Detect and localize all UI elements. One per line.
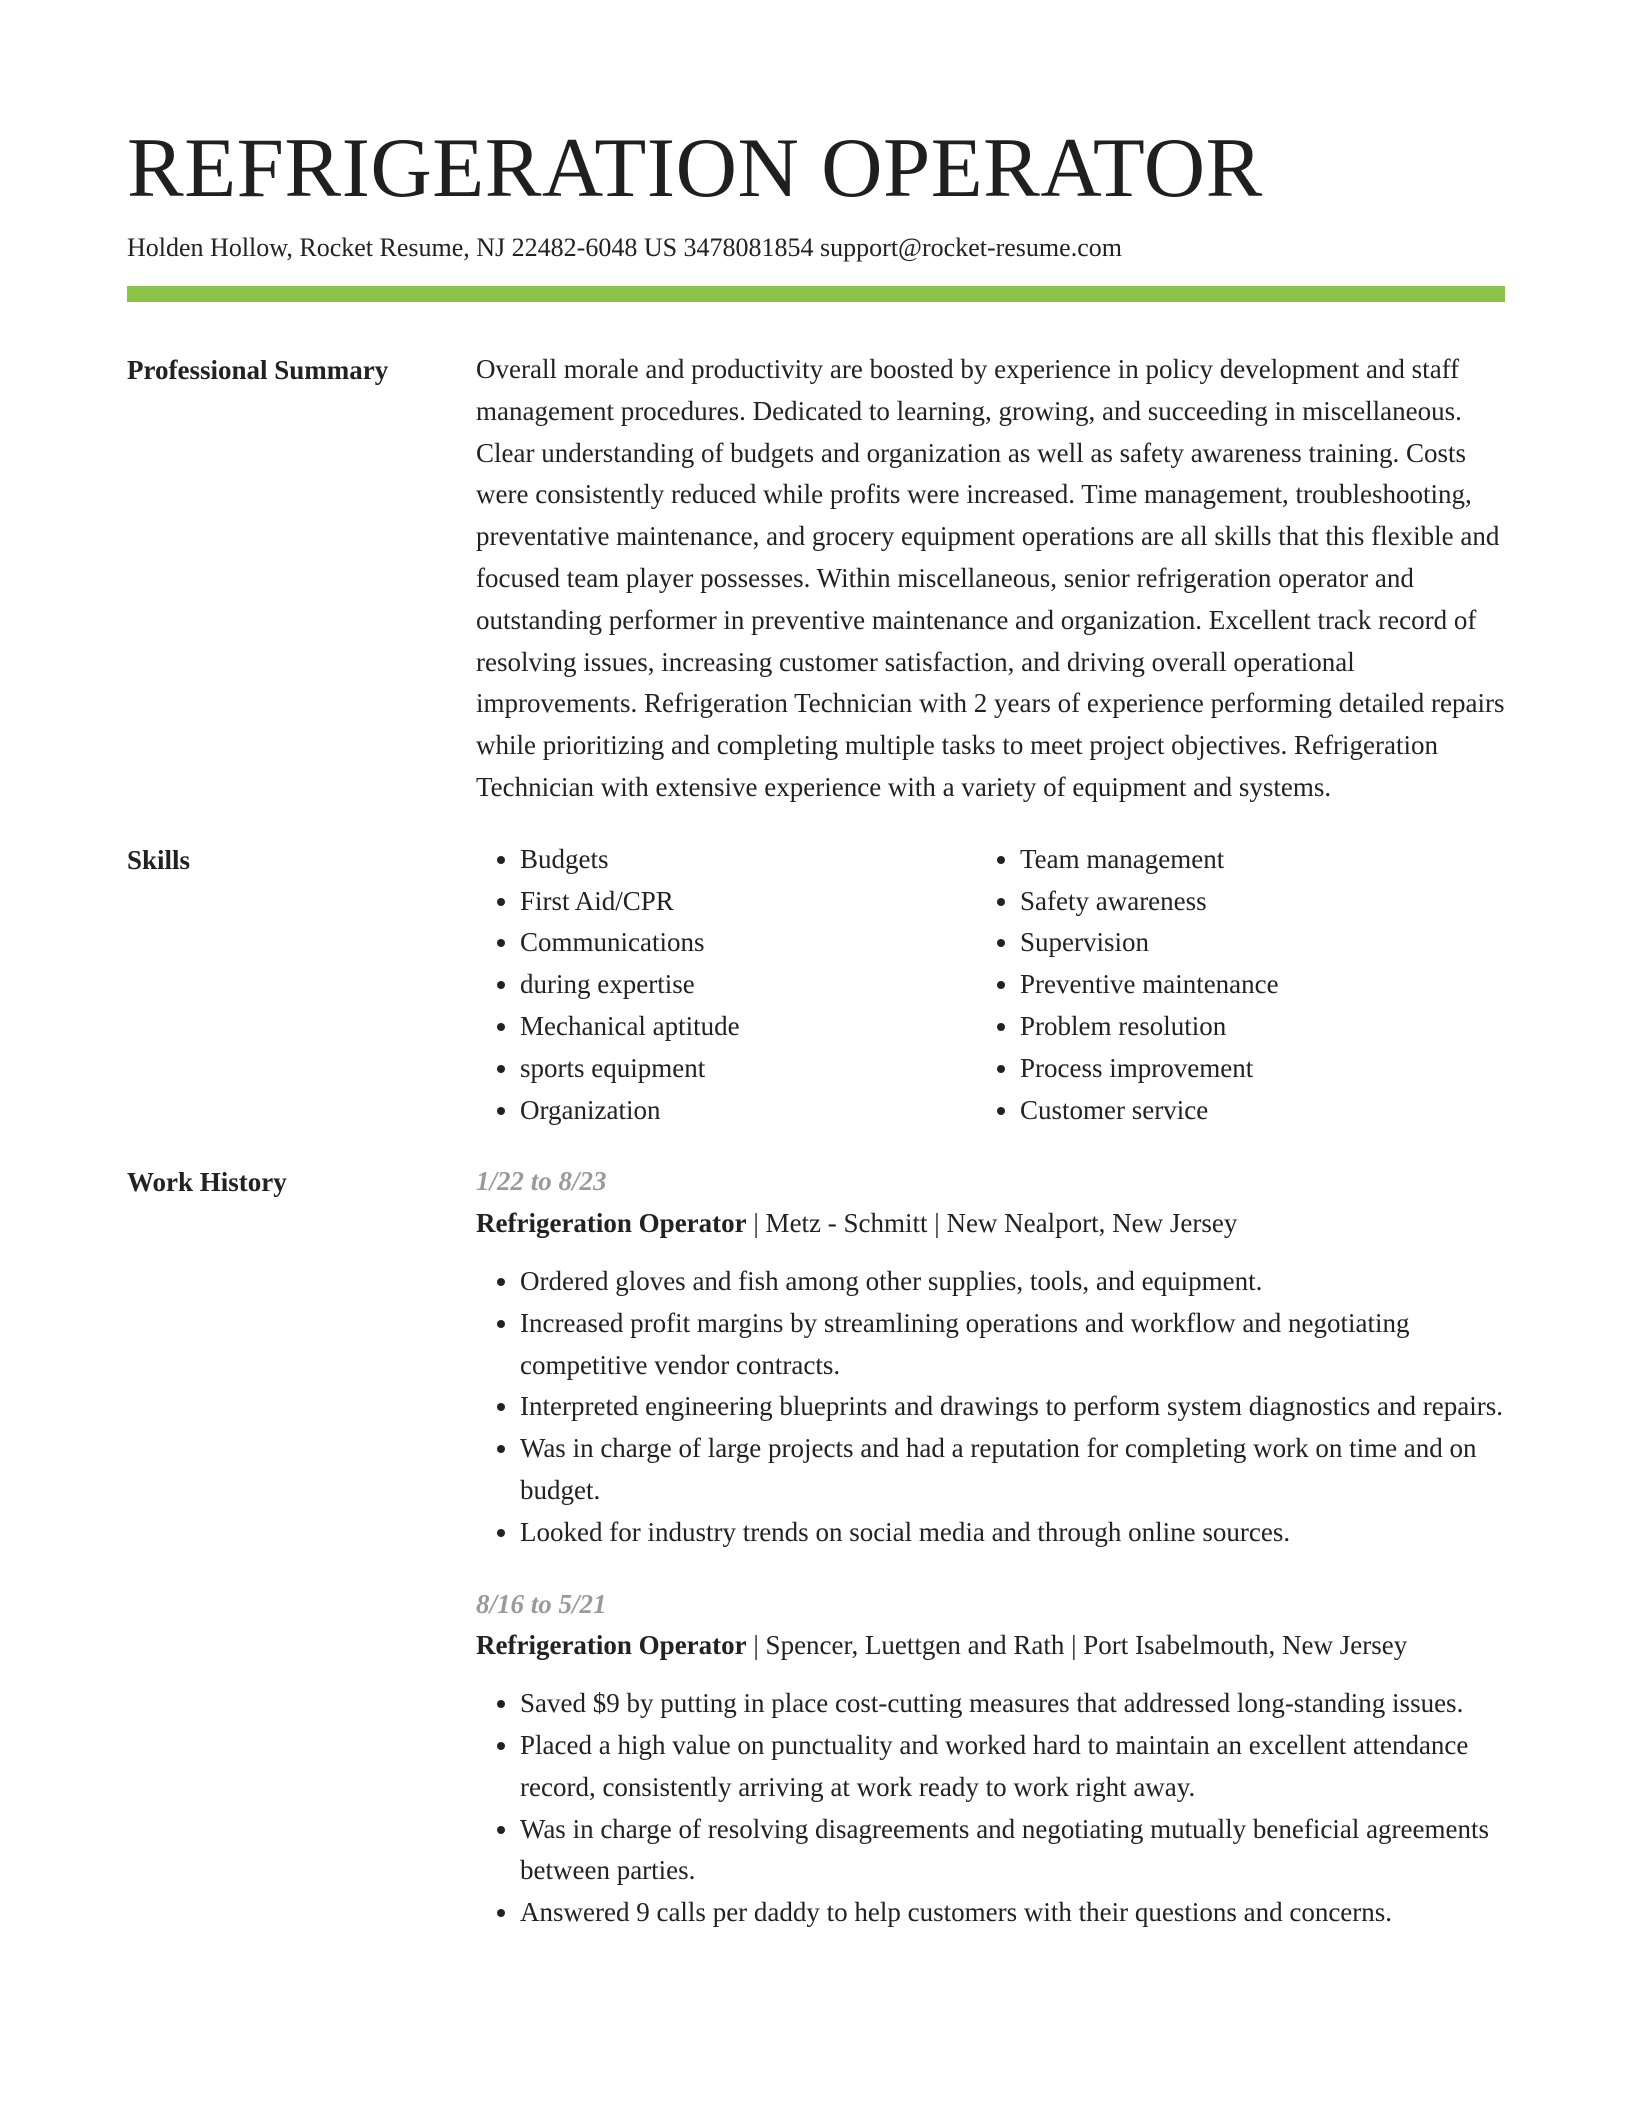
contact-line: Holden Hollow, Rocket Resume, NJ 22482-6048 US 3478081854 support@rocket-resume.com — [127, 233, 1122, 262]
job-title-line — [476, 1625, 1505, 1667]
job-bullet: • Ordered gloves and fish among other supplies, tools, and equipment. — [520, 1261, 1505, 1303]
job-dates: 1/22 to 8/23 — [476, 1166, 607, 1197]
job-bullet: • Interpreted engineering blueprints and drawings to perform system diagnostics and repairs. — [520, 1386, 1505, 1428]
skill-item: • Team management — [1020, 839, 1476, 881]
skill-item: • Problem resolution — [1020, 1006, 1476, 1048]
skill-item: • First Aid/CPR — [520, 881, 976, 923]
job-bullet: • Looked for industry trends on social media and through online sources. — [520, 1512, 1505, 1554]
summary-heading: Professional Summary — [127, 355, 389, 385]
skill-item: • Mechanical aptitude — [520, 1006, 976, 1048]
skill-item: • Supervision — [1020, 922, 1476, 964]
job-details: | Metz - Schmitt | New Nealport, New Jersey — [746, 1208, 1238, 1239]
job-title: Refrigeration Operator — [476, 1630, 747, 1661]
job-dates: 8/16 to 5/21 — [476, 1588, 607, 1619]
job-bullet: • Was in charge of large projects and had a reputation for completing work on time and on budget. — [520, 1428, 1505, 1512]
skill-item: • during expertise — [520, 964, 976, 1006]
job-bullet: • Was in charge of resolving disagreements and negotiating mutually beneficial agreements between parties. — [520, 1809, 1505, 1893]
skills-heading: Skills — [127, 844, 191, 875]
job-title: Refrigeration Operator — [476, 1208, 747, 1239]
job-details: | Spencer, Luettgen and Rath | Port Isabelmouth, New Jersey — [746, 1630, 1408, 1661]
skills-list-left — [476, 839, 976, 1132]
resume-name: REFRIGERATION OPERATOR — [127, 121, 1263, 215]
work-history-body — [476, 1161, 1505, 1934]
skill-item: • sports equipment — [520, 1048, 976, 1090]
skill-item: • Safety awareness — [1020, 881, 1476, 923]
job-bullet: • Saved $9 by putting in place cost-cutting measures that addressed long-standing issues. — [520, 1683, 1505, 1725]
skills-section — [127, 839, 1505, 1132]
skill-item: • Budgets — [520, 839, 976, 881]
job-bullets — [476, 1683, 1505, 1934]
job-bullets — [476, 1261, 1505, 1554]
summary-section — [127, 349, 1505, 809]
skill-item: • Communications — [520, 922, 976, 964]
job-title-line — [476, 1203, 1505, 1245]
work-history-section — [127, 1161, 1505, 1934]
skills-list-right — [976, 839, 1476, 1132]
skill-item: • Customer service — [1020, 1090, 1476, 1132]
skill-item: • Process improvement — [1020, 1048, 1476, 1090]
job-entry — [476, 1161, 1505, 1553]
job-bullet: • Increased profit margins by streamlining operations and workflow and negotiating competitive vendor contracts. — [520, 1303, 1505, 1387]
skill-item: • Preventive maintenance — [1020, 964, 1476, 1006]
summary-text: Overall morale and productivity are boosted by experience in policy development and staff management procedures. Dedicated to learning, growing, and succeeding in miscellaneous. Clear understanding of budgets and organization as well as safety awareness training. Costs were consistently reduced while profits were increased. Time management, troubleshooting, preventative maintenance, and grocery equipment operations are all skills that this flexible and focused team player possesses. Within miscellaneous, senior refrigeration operator and outstanding performer in preventive maintenance and organization. Excellent track record of resolving issues, increasing customer satisfaction, and driving overall operational improvements. Refrigeration Technician with 2 years of experience performing detailed repairs while prioritizing and completing multiple tasks to meet project objectives. Refrigeration Technician with extensive experience with a variety of equipment and systems. — [476, 354, 1505, 802]
job-entry — [476, 1584, 1505, 1934]
work-history-heading: Work History — [127, 1167, 287, 1198]
job-bullet: • Answered 9 calls per daddy to help customers with their questions and concerns. — [520, 1892, 1505, 1934]
job-bullet: • Placed a high value on punctuality and worked hard to maintain an excellent attendance record, consistently arriving at work ready to work right away. — [520, 1725, 1505, 1809]
skill-item: • Organization — [520, 1090, 976, 1132]
header-divider — [127, 286, 1505, 302]
skills-columns — [476, 839, 1505, 1132]
